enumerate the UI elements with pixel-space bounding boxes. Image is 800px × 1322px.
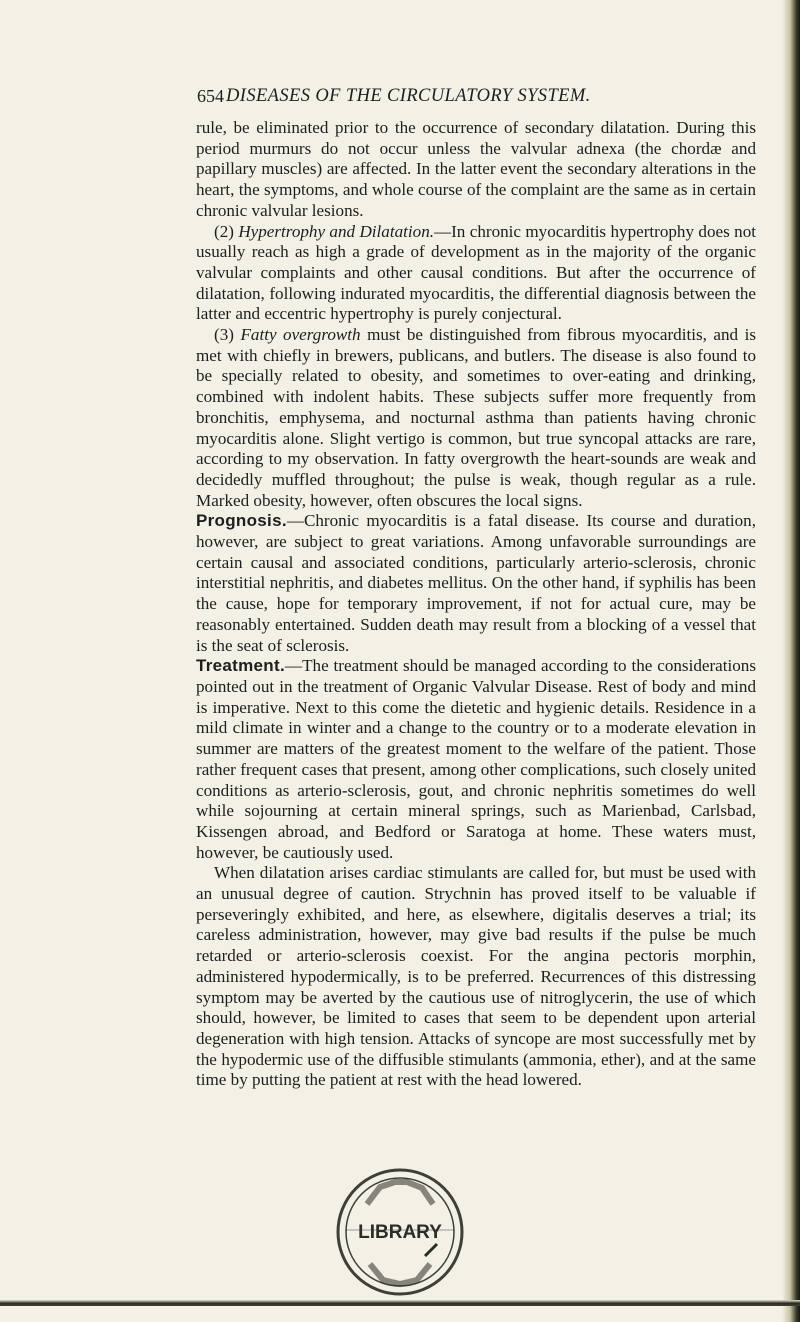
- stamp-flourish: [425, 1244, 437, 1256]
- paragraph-text: —Chronic myocarditis is a fatal disease. Its course and duration, however, are subject to great variations. Among unfavorable surroundings are certain causal and associated conditions, particularly arterio-sclerosis, chronic interstitial nephritis, and diabetes mellitus. On the other hand, if syphilis has been the cause, hope for temporary improvement, if not for actual cure, may be reasonably entertained. Sudden death may result from a blocking of a vessel that is the seat of sclerosis.: [196, 511, 756, 655]
- stamp-top-arc-lettering: [367, 1182, 433, 1204]
- item-number: (2): [214, 221, 239, 241]
- section-heading-treatment: Treatment.: [196, 656, 285, 676]
- running-title: DISEASES OF THE CIRCULATORY SYSTEM.: [226, 86, 591, 106]
- paragraph-hypertrophy: [196, 222, 756, 326]
- paragraph-fatty-overgrowth: [196, 325, 756, 511]
- paragraph-text: —The treatment should be managed according to the considerations pointed out in the treatment of Organic Valvular Disease. Rest of body and mind is imperative. Next to this come the dietetic and hygienic details. Residence in a mild climate in winter and a change to the country or to a moderate elevation in summer are matters of the greatest moment to the welfare of the patient. Those rather frequent cases that present, among other complications, such closely united conditions as arterio-sclerosis, gout, and chronic nephritis sometimes do well while sojourning at certain mineral springs, such as Marienbad, Carlsbad, Kissengen abroad, and Bedford or Saratoga at home. These waters must, however, be cautiously used.: [196, 656, 756, 862]
- section-heading-prognosis: Prognosis.: [196, 511, 287, 531]
- paragraph-text: rule, be eliminated prior to the occurrence of secondary dilatation. During this period murmurs do not occur unless the valvular adnexa (the chordæ and papillary muscles) are affected. In the latter event the secondary alterations in the heart, the symptoms, and whole course of the complaint are the same as in certain chronic valvular lesions.: [196, 118, 756, 220]
- paragraph-dilatation: [196, 863, 756, 1091]
- paragraph-text: When dilatation arises cardiac stimulants are called for, but must be used with an unusual degree of caution. Strychnin has proved itself to be valuable if perseveringly exhibited, and here, as elsewhere, digitalis deserves a trial; its careless administration, however, may give bad results if the pulse be much retarded or arterio-sclerosis coexist. For the angina pectoris morphin, administered hypodermically, is to be preferred. Recurrences of this distressing symptom may be averted by the cautious use of nitroglycerin, the use of which should, however, be limited to cases that seem to be dependent upon arterial degeneration with high tension. Attacks of syncope are most successfully met by the hypodermic use of the diffusible stimulants (ammonia, ether), and at the same time by putting the patient at rest with the head lowered.: [196, 863, 756, 1090]
- stamp-label: LIBRARY: [358, 1222, 442, 1243]
- page-number: 654: [197, 86, 224, 106]
- paragraph-text: must be distinguished from fibrous myocarditis, and is met with chiefly in brewers, publicans, and butlers. The disease is also found to be specially related to obesity, and sometimes to over-eating and drinking, combined with indolent habits. These subjects suffer more frequently from bronchitis, emphysema, and nocturnal asthma than patients having chronic myocarditis alone. Slight vertigo is common, but true syncopal attacks are rare, according to my observation. In fatty overgrowth the heart-sounds are weak and decidedly muffled throughout; the pulse is weak, though regular as a rule. Marked obesity, however, often obscures the local signs.: [196, 325, 756, 510]
- library-stamp: [325, 1152, 475, 1302]
- paragraph-text: —In chronic myocarditis hypertrophy does not usually reach as high a grade of development as in the majority of the organic valvular complaints and other causal conditions. But after the occurrence of dilatation, following indurated myocarditis, the differential diagnosis between the latter and eccentric hypertrophy is purely conjectural.: [196, 221, 756, 324]
- running-header: [197, 86, 757, 110]
- page-bottom-edge: [0, 1300, 800, 1306]
- section-prognosis: [196, 511, 756, 656]
- section-treatment: [196, 656, 756, 863]
- run-in-heading: Fatty overgrowth: [240, 325, 361, 345]
- paragraph-continuation: [196, 118, 756, 222]
- body-text: [196, 118, 756, 1091]
- page-edge-shadow: [782, 0, 800, 1322]
- run-in-heading: Hypertrophy and Dilatation.: [238, 221, 435, 241]
- item-number: (3): [214, 325, 241, 345]
